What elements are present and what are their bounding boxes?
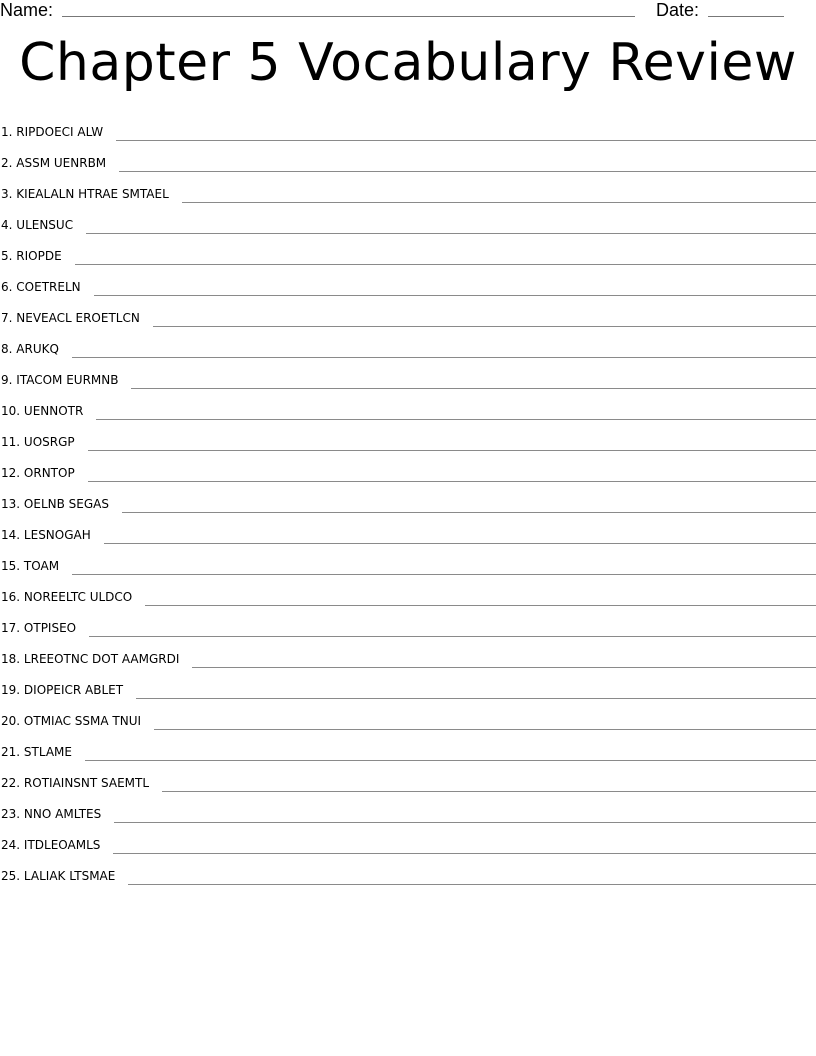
scramble-label <box>0 590 132 607</box>
list-item <box>0 700 816 731</box>
scramble-label <box>0 714 141 731</box>
scrambled-word: NOREELTC ULDCO <box>23 590 133 604</box>
scrambled-word: ARUKQ <box>16 342 59 356</box>
answer-line[interactable] <box>162 791 816 792</box>
list-item <box>0 204 816 235</box>
list-item <box>0 142 816 173</box>
answer-line[interactable] <box>192 667 816 668</box>
date-field-line[interactable] <box>708 16 784 17</box>
scramble-label <box>0 869 115 886</box>
scramble-label <box>0 311 140 328</box>
scrambled-word: ASSM UENRBM <box>16 156 107 170</box>
item-number: 2. <box>1 156 13 170</box>
list-item <box>0 824 816 855</box>
scramble-label <box>0 621 76 638</box>
scramble-label <box>0 125 103 142</box>
list-item <box>0 328 816 359</box>
scramble-label <box>0 528 91 545</box>
name-label: Name: <box>0 0 54 20</box>
list-item <box>0 111 816 142</box>
scrambled-word: UENNOTR <box>23 404 84 418</box>
scrambled-word: NNO AMLTES <box>23 807 102 821</box>
answer-line[interactable] <box>116 140 816 141</box>
scrambled-word: UOSRGP <box>23 435 75 449</box>
item-number: 21. <box>1 745 21 759</box>
name-field-line[interactable] <box>62 16 635 17</box>
item-number: 10. <box>1 404 21 418</box>
answer-line[interactable] <box>119 171 816 172</box>
item-number: 3. <box>1 187 13 201</box>
scrambled-word: LALIAK LTSMAE <box>23 869 116 883</box>
answer-line[interactable] <box>88 450 816 451</box>
scramble-label <box>0 807 101 824</box>
scrambled-word: ITACOM EURMNB <box>16 373 119 387</box>
list-item <box>0 359 816 390</box>
item-number: 11. <box>1 435 21 449</box>
list-item <box>0 483 816 514</box>
list-item <box>0 297 816 328</box>
answer-line[interactable] <box>86 233 816 234</box>
answer-line[interactable] <box>96 419 816 420</box>
answer-line[interactable] <box>128 884 816 885</box>
scrambled-word: DIOPEICR ABLET <box>23 683 124 697</box>
scramble-label <box>0 156 106 173</box>
answer-line[interactable] <box>75 264 816 265</box>
scramble-label <box>0 466 75 483</box>
answer-line[interactable] <box>145 605 816 606</box>
scramble-label <box>0 559 59 576</box>
scrambled-word: COETRELN <box>16 280 81 294</box>
item-number: 14. <box>1 528 21 542</box>
scrambled-word: TOAM <box>23 559 60 573</box>
scramble-list <box>0 111 816 886</box>
answer-line[interactable] <box>154 729 816 730</box>
answer-line[interactable] <box>85 760 816 761</box>
scramble-label <box>0 249 62 266</box>
list-item <box>0 173 816 204</box>
list-item <box>0 762 816 793</box>
answer-line[interactable] <box>94 295 816 296</box>
scrambled-word: OTMIAC SSMA TNUI <box>23 714 142 728</box>
scrambled-word: ITDLEOAMLS <box>23 838 101 852</box>
answer-line[interactable] <box>136 698 816 699</box>
answer-line[interactable] <box>153 326 816 327</box>
scramble-label <box>0 218 73 235</box>
scrambled-word: ORNTOP <box>23 466 75 480</box>
date-label: Date: <box>656 0 700 20</box>
answer-line[interactable] <box>88 481 816 482</box>
item-number: 22. <box>1 776 21 790</box>
item-number: 15. <box>1 559 21 573</box>
answer-line[interactable] <box>72 574 816 575</box>
list-item <box>0 855 816 886</box>
scrambled-word: RIPDOECI ALW <box>16 125 104 139</box>
answer-line[interactable] <box>182 202 816 203</box>
page-title: Chapter 5 Vocabulary Review <box>19 33 797 93</box>
item-number: 17. <box>1 621 21 635</box>
scrambled-word: ULENSUC <box>16 218 74 232</box>
scramble-label <box>0 435 75 452</box>
scramble-label <box>0 187 169 204</box>
answer-line[interactable] <box>122 512 816 513</box>
item-number: 19. <box>1 683 21 697</box>
scramble-label <box>0 280 81 297</box>
list-item <box>0 545 816 576</box>
answer-line[interactable] <box>114 822 816 823</box>
scramble-label <box>0 745 72 762</box>
scramble-label <box>0 683 123 700</box>
list-item <box>0 452 816 483</box>
list-item <box>0 235 816 266</box>
scrambled-word: STLAME <box>23 745 72 759</box>
answer-line[interactable] <box>104 543 816 544</box>
list-item <box>0 669 816 700</box>
answer-line[interactable] <box>113 853 816 854</box>
list-item <box>0 638 816 669</box>
item-number: 8. <box>1 342 13 356</box>
scramble-label <box>0 404 83 421</box>
list-item <box>0 266 816 297</box>
item-number: 20. <box>1 714 21 728</box>
scramble-label <box>0 838 100 855</box>
answer-line[interactable] <box>131 388 816 389</box>
scrambled-word: OTPISEO <box>23 621 77 635</box>
scrambled-word: RIOPDE <box>16 249 62 263</box>
item-number: 16. <box>1 590 21 604</box>
item-number: 23. <box>1 807 21 821</box>
scrambled-word: KIEALALN HTRAE SMTAEL <box>16 187 169 201</box>
scrambled-word: ROTIAINSNT SAEMTL <box>23 776 150 790</box>
scramble-label <box>0 776 149 793</box>
item-number: 7. <box>1 311 13 325</box>
scramble-label <box>0 342 59 359</box>
list-item <box>0 731 816 762</box>
item-number: 12. <box>1 466 21 480</box>
item-number: 13. <box>1 497 21 511</box>
scrambled-word: LREEOTNC DOT AAMGRDI <box>23 652 180 666</box>
item-number: 18. <box>1 652 21 666</box>
item-number: 1. <box>1 125 13 139</box>
list-item <box>0 607 816 638</box>
worksheet-header <box>0 0 816 22</box>
item-number: 6. <box>1 280 13 294</box>
answer-line[interactable] <box>89 636 816 637</box>
item-number: 25. <box>1 869 21 883</box>
list-item <box>0 793 816 824</box>
scramble-label <box>0 497 109 514</box>
list-item <box>0 576 816 607</box>
list-item <box>0 514 816 545</box>
scrambled-word: LESNOGAH <box>23 528 91 542</box>
item-number: 9. <box>1 373 13 387</box>
scrambled-word: OELNB SEGAS <box>23 497 109 511</box>
scrambled-word: NEVEACL EROETLCN <box>16 311 140 325</box>
item-number: 4. <box>1 218 13 232</box>
list-item <box>0 390 816 421</box>
item-number: 24. <box>1 838 21 852</box>
item-number: 5. <box>1 249 13 263</box>
scramble-label <box>0 373 118 390</box>
answer-line[interactable] <box>72 357 816 358</box>
scramble-label <box>0 652 179 669</box>
list-item <box>0 421 816 452</box>
